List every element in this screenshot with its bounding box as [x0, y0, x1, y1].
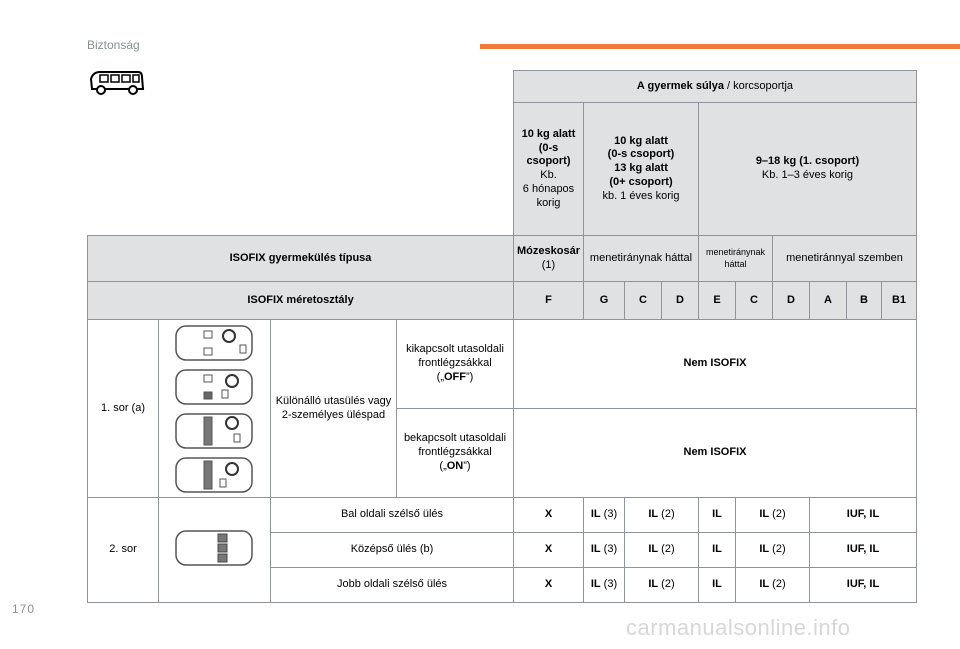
row1-diagram-cell	[159, 320, 271, 498]
airbag-off-result: Nem ISOFIX	[514, 320, 917, 409]
row2-seat-name: Bal oldali szélső ülés	[271, 498, 514, 533]
airbag-off-cell: kikapcsolt utasoldali frontlégzsákkal („OFF”)	[397, 320, 514, 409]
page-number: 170	[12, 602, 36, 616]
front-seat-diagram-icon	[174, 455, 256, 495]
front-seat-diagram-icon	[174, 411, 256, 451]
row2-cell: IL	[698, 568, 735, 603]
row1-label: 1. sor (a)	[88, 320, 159, 498]
row2-cell: IUF, IL	[809, 568, 916, 603]
row2-cell: IUF, IL	[809, 498, 916, 533]
row2-label: 2. sor	[88, 498, 159, 603]
size-class: E	[698, 282, 735, 320]
front-seat-diagram-icon	[174, 323, 256, 363]
size-class: D	[772, 282, 809, 320]
size-class: F	[514, 282, 584, 320]
row1-seat-type: Különálló utasülés vagy 2-személyes üléspad	[271, 320, 397, 498]
type-carrycot: Mózeskosár (1)	[514, 236, 584, 282]
row2-cell: IL	[698, 533, 735, 568]
row2-seat-name: Középső ülés (b)	[271, 533, 514, 568]
group-0-cell: 10 kg alatt (0-s csoport) Kb. 6 hónapos korig	[514, 103, 584, 236]
icon-cell	[88, 71, 514, 236]
row2-cell: IL (2)	[624, 498, 698, 533]
type-rear-facing-2: menetiránynak háttal	[698, 236, 772, 282]
group-1-cell: 10 kg alatt (0-s csoport) 13 kg alatt (0+ csoport) kb. 1 éves korig	[583, 103, 698, 236]
type-row-label: ISOFIX gyermekülés típusa	[88, 236, 514, 282]
size-class: C	[624, 282, 661, 320]
van-icon	[86, 69, 146, 97]
size-class: B1	[881, 282, 916, 320]
row2-cell: IL	[698, 498, 735, 533]
row2-cell: X	[514, 498, 584, 533]
size-class: D	[661, 282, 698, 320]
type-rear-facing-1: menetiránynak háttal	[583, 236, 698, 282]
size-class: C	[735, 282, 772, 320]
row2-cell: IL (2)	[624, 533, 698, 568]
row2-cell: IUF, IL	[809, 533, 916, 568]
row2-diagram-cell	[159, 498, 271, 603]
row2-cell: IL (2)	[735, 568, 809, 603]
row2-cell: IL (2)	[735, 533, 809, 568]
size-class: B	[846, 282, 881, 320]
group-2-cell: 9–18 kg (1. csoport) Kb. 1–3 éves korig	[698, 103, 916, 236]
size-class: G	[583, 282, 624, 320]
row2-seat-name: Jobb oldali szélső ülés	[271, 568, 514, 603]
watermark: carmanualsonline.info	[626, 615, 851, 640]
section-accent-bar	[480, 44, 960, 49]
section-title: Biztonság	[87, 38, 140, 52]
row2-cell: IL (3)	[583, 533, 624, 568]
row2-cell: X	[514, 568, 584, 603]
size-row-label: ISOFIX méretosztály	[88, 282, 514, 320]
row2-cell: X	[514, 533, 584, 568]
row2-cell: IL (3)	[583, 498, 624, 533]
row2-cell: IL (3)	[583, 568, 624, 603]
airbag-on-result: Nem ISOFIX	[514, 409, 917, 498]
row2-cell: IL (2)	[735, 498, 809, 533]
weight-header: A gyermek súlya / korcsoportja	[514, 71, 917, 103]
row2-cell: IL (2)	[624, 568, 698, 603]
isofix-table	[87, 70, 917, 603]
front-seat-diagram-icon	[174, 367, 256, 407]
rear-seat-diagram-icon	[174, 528, 256, 568]
size-class: A	[809, 282, 846, 320]
airbag-on-cell: bekapcsolt utasoldali frontlégzsákkal („ON”)	[397, 409, 514, 498]
type-forward-facing: menetiránnyal szemben	[772, 236, 916, 282]
